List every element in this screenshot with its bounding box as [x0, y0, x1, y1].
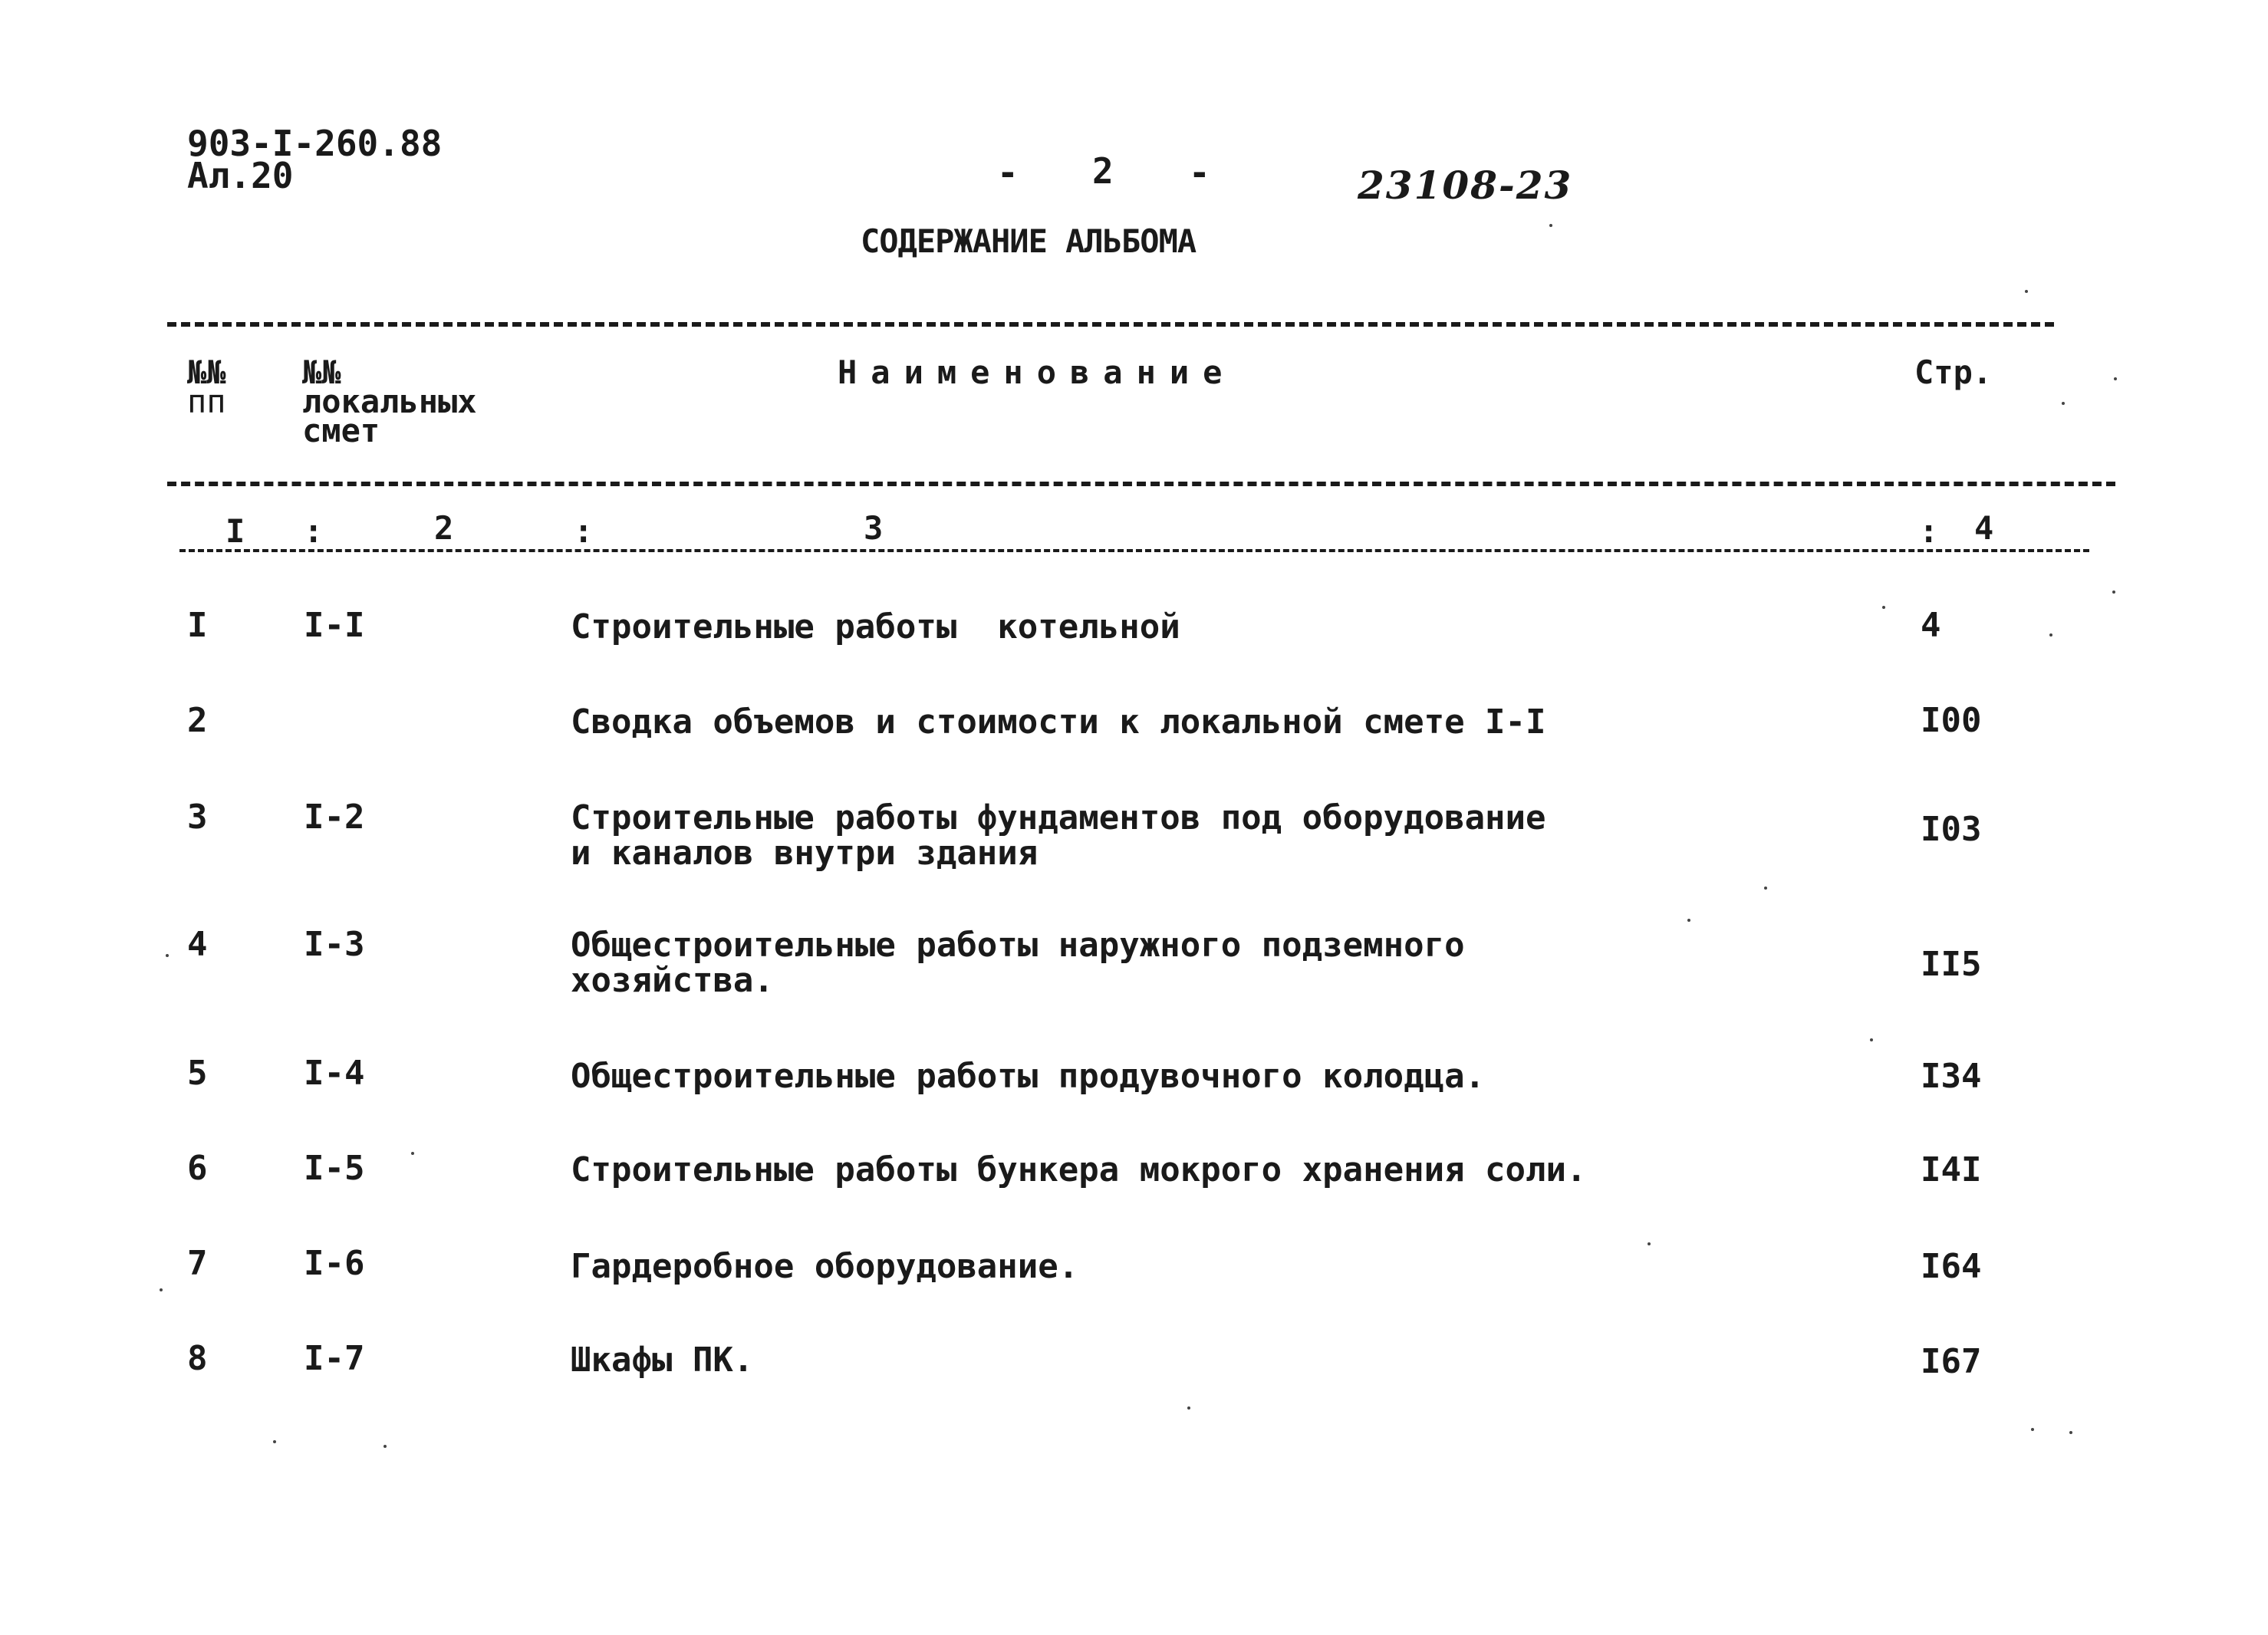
- header-smeta-line1: №№: [302, 354, 341, 391]
- row-4-page: II5: [1921, 945, 1982, 984]
- row-2-num: 2: [187, 701, 208, 740]
- row-6-num: 6: [187, 1149, 208, 1188]
- row-7-num: 7: [187, 1244, 208, 1283]
- header-num-line1: №№: [187, 354, 226, 391]
- row-5-name: Общестроительные работы продувочного колодца.: [571, 1057, 1486, 1096]
- row-1-name: Строительные работы котельной: [571, 607, 1180, 646]
- row-7-smeta: I-6: [304, 1244, 365, 1283]
- table-top-rule: [167, 322, 2054, 327]
- row-5-num: 5: [187, 1054, 208, 1093]
- scan-speck: [166, 954, 169, 957]
- row-5-page: I34: [1921, 1057, 1982, 1096]
- scan-speck: [2069, 1431, 2072, 1434]
- scan-speck: [273, 1440, 276, 1443]
- row-5-smeta: I-4: [304, 1054, 365, 1093]
- row-6-page: I4I: [1921, 1150, 1982, 1189]
- row-4-name-line1: Общестроительные работы наружного подземного: [571, 926, 1465, 965]
- row-1-smeta: I-I: [304, 606, 365, 645]
- page-title: СОДЕРЖАНИЕ АЛЬБОМА: [861, 222, 1197, 260]
- row-3-page: I03: [1921, 810, 1982, 849]
- row-6-name: Строительные работы бункера мокрого хранения соли.: [571, 1150, 1587, 1189]
- row-1-page: 4: [1921, 606, 1941, 645]
- column-number-rule: [179, 549, 2089, 552]
- scan-speck: [1549, 224, 1552, 227]
- column-separator-3: :: [1919, 512, 1939, 550]
- header-num-line2: пп: [187, 383, 226, 420]
- column-number-1: I: [225, 512, 245, 550]
- row-8-num: 8: [187, 1339, 208, 1378]
- column-separator-2: :: [574, 512, 594, 550]
- scan-speck: [1882, 606, 1885, 609]
- scan-speck: [2031, 1428, 2034, 1431]
- page-dash-right: -: [1189, 152, 1210, 193]
- row-3-name-line2: и каналов внутри здания: [571, 834, 1039, 873]
- row-2-page: I00: [1921, 701, 1982, 740]
- row-3-name-line1: Строительные работы фундаментов под оборудование: [571, 798, 1546, 837]
- column-number-3: 3: [864, 509, 884, 547]
- scan-speck: [2062, 402, 2065, 405]
- archive-number: 23108-23: [1358, 163, 1573, 208]
- row-4-smeta: I-3: [304, 925, 365, 964]
- scan-speck: [2025, 290, 2028, 293]
- header-name: Наименование: [838, 354, 1236, 391]
- row-4-name-line2: хозяйства.: [571, 961, 774, 1000]
- column-number-4: 4: [1974, 509, 1994, 547]
- scan-speck: [1648, 1242, 1651, 1245]
- header-smeta-line3: смет: [302, 412, 380, 449]
- row-8-name: Шкафы ПК.: [571, 1341, 754, 1380]
- row-3-smeta: I-2: [304, 798, 365, 837]
- page-dash-left: -: [997, 152, 1019, 193]
- page-number: 2: [1092, 150, 1114, 192]
- header-page: Стр.: [1914, 354, 1993, 391]
- row-8-page: I67: [1921, 1342, 1982, 1381]
- header-bottom-rule: [167, 482, 2115, 486]
- scan-speck: [1870, 1038, 1873, 1041]
- scan-speck: [160, 1288, 163, 1291]
- row-8-smeta: I-7: [304, 1339, 365, 1378]
- row-7-page: I64: [1921, 1247, 1982, 1286]
- scan-speck: [2114, 377, 2117, 380]
- scan-speck: [1764, 887, 1767, 890]
- row-4-num: 4: [187, 925, 208, 964]
- row-2-name: Сводка объемов и стоимости к локальной смете I-I: [571, 702, 1546, 742]
- row-3-num: 3: [187, 798, 208, 837]
- row-1-num: I: [187, 606, 208, 645]
- header-smeta-line2: локальных: [302, 383, 477, 420]
- scan-speck: [411, 1152, 414, 1155]
- album-number: Ал.20: [187, 155, 294, 196]
- scan-speck: [2049, 633, 2052, 637]
- scan-speck: [383, 1445, 387, 1448]
- scan-speck: [1187, 1406, 1190, 1410]
- scan-speck: [2112, 591, 2115, 594]
- document-code: 903-I-260.88: [187, 123, 443, 164]
- row-6-smeta: I-5: [304, 1149, 365, 1188]
- scan-speck: [1687, 919, 1690, 922]
- row-7-name: Гардеробное оборудование.: [571, 1247, 1079, 1286]
- column-separator-1: :: [304, 512, 324, 550]
- column-number-2: 2: [434, 509, 454, 547]
